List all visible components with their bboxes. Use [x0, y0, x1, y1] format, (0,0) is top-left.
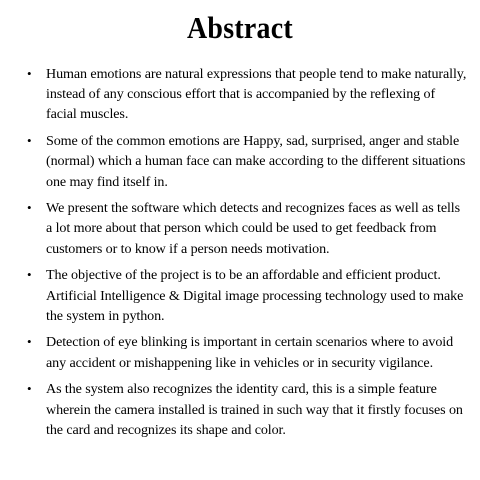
slide-title: Abstract — [186, 10, 293, 45]
bullet-text: As the system also recognizes the identity card, this is a simple feature wherein the camera installed is trained in such way that it firstly focuses on the card and recognizes its shape and color. — [46, 381, 463, 438]
bullet-text: Detection of eye blinking is important in certain scenarios where to avoid any accident or mishappening like in vehicles or in security vigilance. — [46, 334, 454, 371]
bullet-list — [22, 64, 468, 446]
bullet-item — [22, 379, 468, 440]
bullet-marker: • — [27, 267, 32, 283]
bullet-item — [22, 198, 468, 259]
bullet-item — [22, 332, 468, 372]
bullet-marker: • — [27, 381, 32, 397]
bullet-text: Some of the common emotions are Happy, sad, surprised, anger and stable (normal) which a human face can make according to the different situations one may find itself in. — [46, 133, 466, 190]
bullet-text: We present the software which detects and recognizes faces as well as tells a lot more about that person which could be used to get feedback from customers or to know if a person needs motivation. — [46, 200, 461, 257]
bullet-marker: • — [27, 200, 32, 216]
bullet-text: The objective of the project is to be an affordable and efficient product. Artificial Intelligence & Digital image processing technology used to make the system in python. — [46, 267, 464, 324]
bullet-item — [22, 265, 468, 326]
bullet-item — [22, 131, 468, 192]
bullet-marker: • — [27, 66, 32, 81]
bullet-marker: • — [27, 334, 32, 350]
bullet-item — [22, 64, 468, 125]
bullet-text: Human emotions are natural expressions that people tend to make naturally, instead of any conscious effort that is accompanied by the reflexing of facial muscles. — [46, 66, 467, 123]
bullet-marker: • — [27, 133, 32, 149]
